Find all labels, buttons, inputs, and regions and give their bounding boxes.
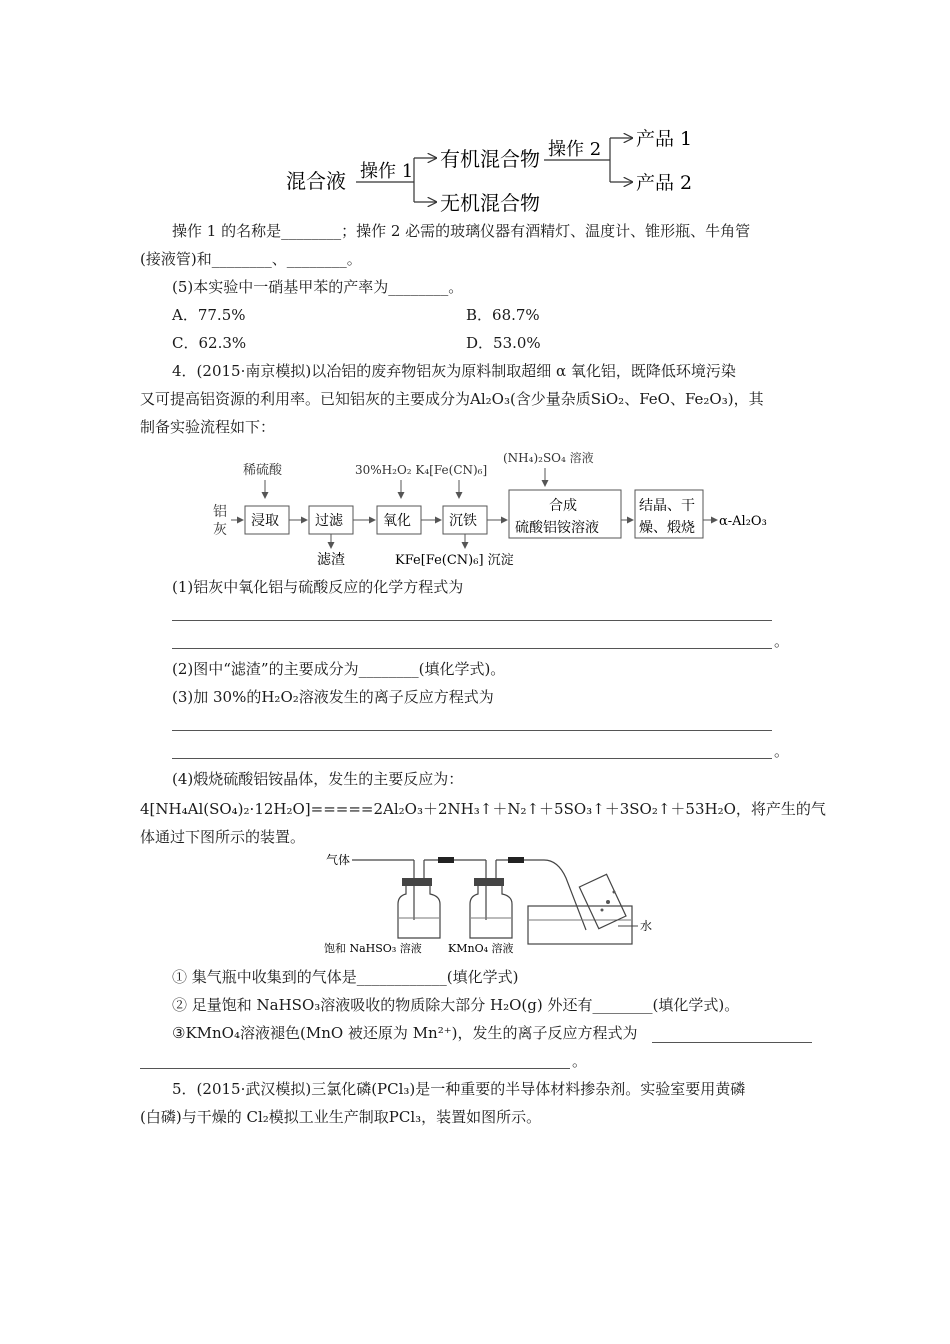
q3-question5: (5)本实验中一硝基甲苯的产率为________。 — [172, 278, 464, 296]
q4-part3: (3)加 30%的H₂O₂溶液发生的离子反应方程式为 — [172, 688, 494, 706]
water-label: 水 — [640, 919, 653, 933]
gas-label: 气体 — [326, 853, 351, 867]
inorganic-mixture-label: 无机混合物 — [440, 191, 540, 215]
organic-mixture-label: 有机混合物 — [440, 147, 540, 171]
flow-step-solution: 硫酸铝铵溶液 — [515, 520, 599, 536]
flow-step-calcine: 燥、煅烧 — [639, 520, 695, 536]
q3-line1: 操作 1 的名称是________；操作 2 必需的玻璃仪器有酒精灯、温度计、锥形瓶、牛角管 — [172, 222, 751, 240]
q4-intro-line1: 4．(2015·南京模拟)以冶铝的废弃物铝灰为原料制取超细 α 氧化铝，既降低环境污染 — [172, 362, 736, 380]
flow-raw-label: 铝 — [213, 504, 227, 520]
equation-continuation: 体通过下图所示的装置。 — [140, 828, 306, 846]
option-c: C．62.3% — [172, 334, 247, 352]
q4-sub1: ① 集气瓶中收集到的气体是____________(填化学式) — [172, 968, 519, 986]
mixture-label: 混合液 — [286, 169, 346, 193]
period: 。 — [572, 1052, 588, 1070]
q5-line1: 5．(2015·武汉模拟)三氯化磷(PCl₃)是一种重要的半导体材料掺杂剂。实验室要用黄磷 — [172, 1080, 746, 1098]
answer-line — [172, 758, 772, 759]
period: 。 — [774, 742, 790, 760]
answer-line — [652, 1042, 812, 1043]
q3-line2: (接液管)和________、________。 — [140, 250, 362, 268]
op2-label: 操作 2 — [548, 139, 602, 160]
flow-reagents-label: 30%H₂O₂ K₄[Fe(CN)₆] — [355, 463, 488, 477]
q4-intro-line3: 制备实验流程如下： — [140, 418, 276, 436]
op1-label: 操作 1 — [360, 161, 414, 182]
flow-residue-label: 滤渣 — [317, 552, 345, 568]
bottle2-label: KMnO₄ 溶液 — [448, 942, 514, 955]
q4-part1: (1)铝灰中氧化铝与硫酸反应的化学方程式为 — [172, 578, 464, 596]
flow-precipitate-label: KFe[Fe(CN)₆] 沉淀 — [395, 553, 514, 568]
q4-sub3: ③KMnO₄溶液褪色(MnO 被还原为 Mn²⁺)，发生的离子反应方程式为 — [172, 1024, 638, 1042]
answer-line — [140, 1068, 570, 1069]
answer-line — [172, 730, 772, 731]
flow-step-oxidize: 氧化 — [383, 513, 411, 529]
q4-sub2: ② 足量饱和 NaHSO₃溶液吸收的物质除大部分 H₂O(g) 外还有________(填化学式)。 — [172, 996, 740, 1014]
period: 。 — [774, 632, 790, 650]
flow-step-crystallize: 结晶、干 — [639, 498, 695, 514]
flow-acid-label: 稀硫酸 — [243, 463, 283, 478]
flow-ammonium-label: (NH₄)₂SO₄ 溶液 — [503, 451, 594, 465]
q5-line2: (白磷)与干燥的 Cl₂模拟工业生产制取PCl₃，装置如图所示。 — [140, 1108, 542, 1126]
bottle1-label: 饱和 NaHSO₃ 溶液 — [324, 942, 422, 955]
flow-step-synthesis: 合成 — [549, 498, 577, 514]
product2-label: 产品 2 — [636, 172, 693, 194]
product1-label: 产品 1 — [636, 128, 693, 150]
decomposition-equation: 4[NH₄Al(SO₄)₂·12H₂O]=====2Al₂O₃＋2NH₃↑＋N₂↑＋5SO₃↑＋3SO₂↑＋53H₂O，将产生的气 — [140, 800, 826, 818]
flow-step-leach: 浸取 — [251, 513, 279, 529]
q4-part2: (2)图中“滤渣”的主要成分为________(填化学式)。 — [172, 660, 506, 678]
flow-step-iron-removal: 沉铁 — [449, 513, 477, 529]
separation-diagram — [280, 120, 700, 220]
option-d: D．53.0% — [466, 334, 541, 352]
option-b: B．68.7% — [466, 306, 540, 324]
flow-raw-hidden: 铝灰 — [105, 344, 107, 345]
flow-step-filter: 过滤 — [315, 513, 343, 529]
gas-apparatus-figure — [318, 848, 658, 956]
q4-intro-line2: 又可提高铝资源的利用率。已知铝灰的主要成分为Al₂O₃(含少量杂质SiO₂、FeO、Fe₂O₃)，其 — [140, 390, 764, 408]
flow-product: α-Al₂O₃ — [719, 514, 767, 529]
answer-line — [172, 648, 772, 649]
q4-part4: (4)煅烧硫酸铝铵晶体，发生的主要反应为： — [172, 770, 464, 788]
svg-text:灰: 灰 — [213, 522, 227, 538]
answer-line — [172, 620, 772, 621]
option-a: A．77.5% — [172, 306, 246, 324]
